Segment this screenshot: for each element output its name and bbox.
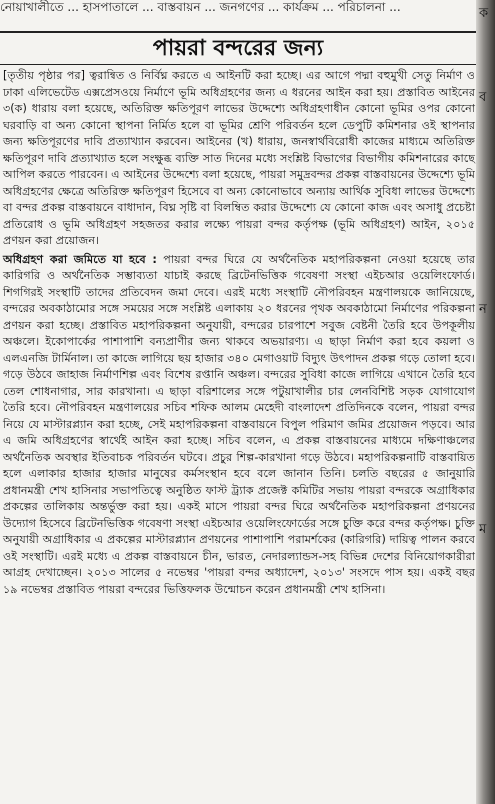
- previous-article-fragment: নোয়াখালীতে ... হাসপাতালে ... বাস্তবায়ন ... জনগণের ... কার্যক্রম ... পরিচালনা ...: [0, 0, 401, 14]
- top-rule: [0, 31, 476, 33]
- article-body: [3, 68, 475, 600]
- paragraph-1-text: ত্বরান্বিত ও নির্বিঘ্ন করতে এ আইনটি করা হচ্ছে। এর আগে পদ্মা বহুমুখী সেতু নির্মাণ ও ঢাকা এলিভেটেড এক্সপ্রেসওয়ে নির্মাণে ভূমি অধিগ্রহণের জন্য এ ধরনের আইন করা হয়। প্রস্তাবিত আইনের ৩(ক) ধারায় বলা হয়েছে, অতিরিক্ত ক্ষতিপূরণ লাভের উদ্দেশ্যে অধিগ্রহণাধীন কোনো ভূমির ওপর কোনো ঘরবাড়ি বা অন্য কোনো স্থাপনা নির্মিত হলে বা ভূমির শ্রেণি পরিবর্তন হলে ডেপুটি কমিশনার ওই স্থাপনার জন্য ক্ষতিপূরণের দাবি প্রত্যাখ্যান করবেন। আইনের (খ) ধারায়, জনস্বার্থবিরোধী কাজের মাধ্যমে অতিরিক্ত ক্ষতিপূরণ দাবি প্রত্যাখ্যাত হলে সংক্ষুব্ধ ব্যক্তি সাত দিনের মধ্যে সংশ্লিষ্ট বিভাগের বিভাগীয় কমিশনারের কাছে আপিল করতে পারবেন। এ আইনের উদ্দেশ্যে বলা হয়েছে, পায়রা সমুদ্রবন্দর প্রকল্প বাস্তবায়নের উদ্দেশ্যে ভূমি অধিগ্রহণের ক্ষেত্রে অতিরিক্ত ক্ষতিপূরণ হিসেবে বা অন্য কোনোভাবে অন্যায় আর্থিক সুবিধা লাভের উদ্দেশ্যে বা বন্দর প্রকল্প বাস্তবায়নে বাধাদান, বিঘ্ন সৃষ্টি বা বিলম্বিত করার উদ্দেশ্যে যে কোনো কাজ এবং অসাধু প্রচেষ্টা প্রতিরোধ ও ভূমি অধিগ্রহণ সহজতর করার লক্ষ্যে পায়রা বন্দর কর্তৃপক্ষ (ভূমি অধিগ্রহণ) আইন, ২০১৫ প্রণয়ন করা প্রয়োজন।: [3, 69, 475, 247]
- subheading: অধিগ্রহণ করা জমিতে যা হবে :: [3, 252, 157, 266]
- paragraph-1: [3, 68, 475, 250]
- continuation-marker: [তৃতীয় পৃষ্ঠার পর]: [3, 69, 85, 82]
- headline-rule: [0, 64, 476, 65]
- page-edge: [476, 0, 495, 804]
- edge-char: ম: [479, 522, 487, 537]
- headline: পায়রা বন্দরের জন্য: [152, 36, 324, 61]
- edge-char: ক: [479, 6, 489, 21]
- edge-char: ন: [479, 302, 487, 317]
- paragraph-2-text: পায়রা বন্দর ঘিরে যে অর্থনৈতিক মহাপরিকল্পনা নেওয়া হয়েছে তার কারিগরি ও অর্থনৈতিক সম্ভাব্যতা যাচাই করছে ব্রিটেনভিত্তিক গবেষণা সংস্থা এইচআর ওয়েলিংফোর্ড। শিগগিরই সংস্থাটি তাদের প্রতিবেদন জমা দেবে। এরই মধ্যে সংস্থাটি নৌপরিবহন মন্ত্রণালয়কে জানিয়েছে, বন্দরের অবকাঠামোর সঙ্গে সময়ের সঙ্গে সংশ্লিষ্ট এলাকায় ২০ ধরনের পৃথক অবকাঠামো নির্মাণের পরিকল্পনা প্রণয়ন করা হচ্ছে। প্রস্তাবিত মহাপরিকল্পনা অনুযায়ী, বন্দরের চারপাশে সবুজ বেষ্টনী তৈরি হবে উপকূলীয় অঞ্চলে। ইকোপার্কের পাশাপাশি বন্যপ্রাণীর জন্য থাকবে অভয়ারণ্য। এ ছাড়া নির্মাণ করা হবে কয়লা ও এলএনজি টার্মিনাল। তা কাজে লাগিয়ে ছয় হাজার ৩৪০ মেগাওয়াট বিদ্যুৎ উৎপাদন প্রকল্প গড়ে তোলা হবে। গড়ে উঠবে জাহাজ নির্মাণশিল্প এবং বিশেষ রপ্তানি অঞ্চল। বন্দরের সুবিধা কাজে লাগিয়ে এখানে তৈরি হবে তেল শোধনাগার, সার কারখানা। এ ছাড়া বরিশালের সঙ্গে পটুয়াখালীর চার লেনবিশিষ্ট সড়ক যোগাযোগ তৈরি হবে। নৌপরিবহন মন্ত্রণালয়ের সচিব শফিক আলম মেহেদী বাংলাদেশ প্রতিদিনকে বলেন, পায়রা বন্দর নিয়ে যে মাস্টারপ্ল্যান করা হচ্ছে, সেই মহাপরিকল্পনা বাস্তবায়নে বিপুল পরিমাণ জমির প্রয়োজন পড়বে। আর এ জমি অধিগ্রহণের স্বার্থেই আইন করা হচ্ছে। সচিব বলেন, এ প্রকল্প বাস্তবায়নের মাধ্যমে দক্ষিণাঞ্চলের অর্থনৈতিক অবস্থার ইতিবাচক পরিবর্তন ঘটবে। প্রচুর শিল্প-কারখানা গড়ে উঠবে। মহাপরিকল্পনাটি বাস্তবায়িত হলে এলাকার হাজার হাজার মানুষের কর্মসংস্থান হবে বলে জানান তিনি। চলতি বছরের ৫ জানুয়ারি প্রধানমন্ত্রী শেখ হাসিনার সভাপতিত্বে অনুষ্ঠিত ফাস্ট ট্র্যাক প্রজেক্ট কমিটির সভায় পায়রা বন্দরকে অগ্রাধিকার প্রকল্পের তালিকায় অন্তর্ভুক্ত করা হয়। একই মাসে পায়রা বন্দর ঘিরে অর্থনৈতিক মহাপরিকল্পনা প্রণয়নের উদ্যোগ হিসেবে ব্রিটেনভিত্তিক গবেষণা সংস্থা এইচআর ওয়েলিংফোর্ডের সঙ্গে চুক্তি করে বন্দর কর্তৃপক্ষ। চুক্তি অনুযায়ী অগ্রাধিকার এ প্রকল্পের মাস্টারপ্ল্যান প্রণয়নের পাশাপাশি পরামর্শকের (কারিগরি) দায়িত্ব পালন করবে ওই সংস্থাটি। এরই মধ্যে এ প্রকল্প বাস্তবায়নে চীন, ভারত, নেদারল্যান্ডস-সহ বিভিন্ন দেশের বিনিয়োগকারীরা আগ্রহ দেখাচ্ছেন। ২০১৩ সালের ৫ নভেম্বর 'পায়রা বন্দর অধ্যাদেশ, ২০১৩' সংসদে পাস হয়। একই বছর ১৯ নভেম্বর প্রস্তাবিত পায়রা বন্দরের ভিত্তিফলক উন্মোচন করেন প্রধানমন্ত্রী শেখ হাসিনা।: [3, 252, 475, 596]
- edge-char: ব: [479, 90, 487, 105]
- paragraph-2: [3, 252, 475, 599]
